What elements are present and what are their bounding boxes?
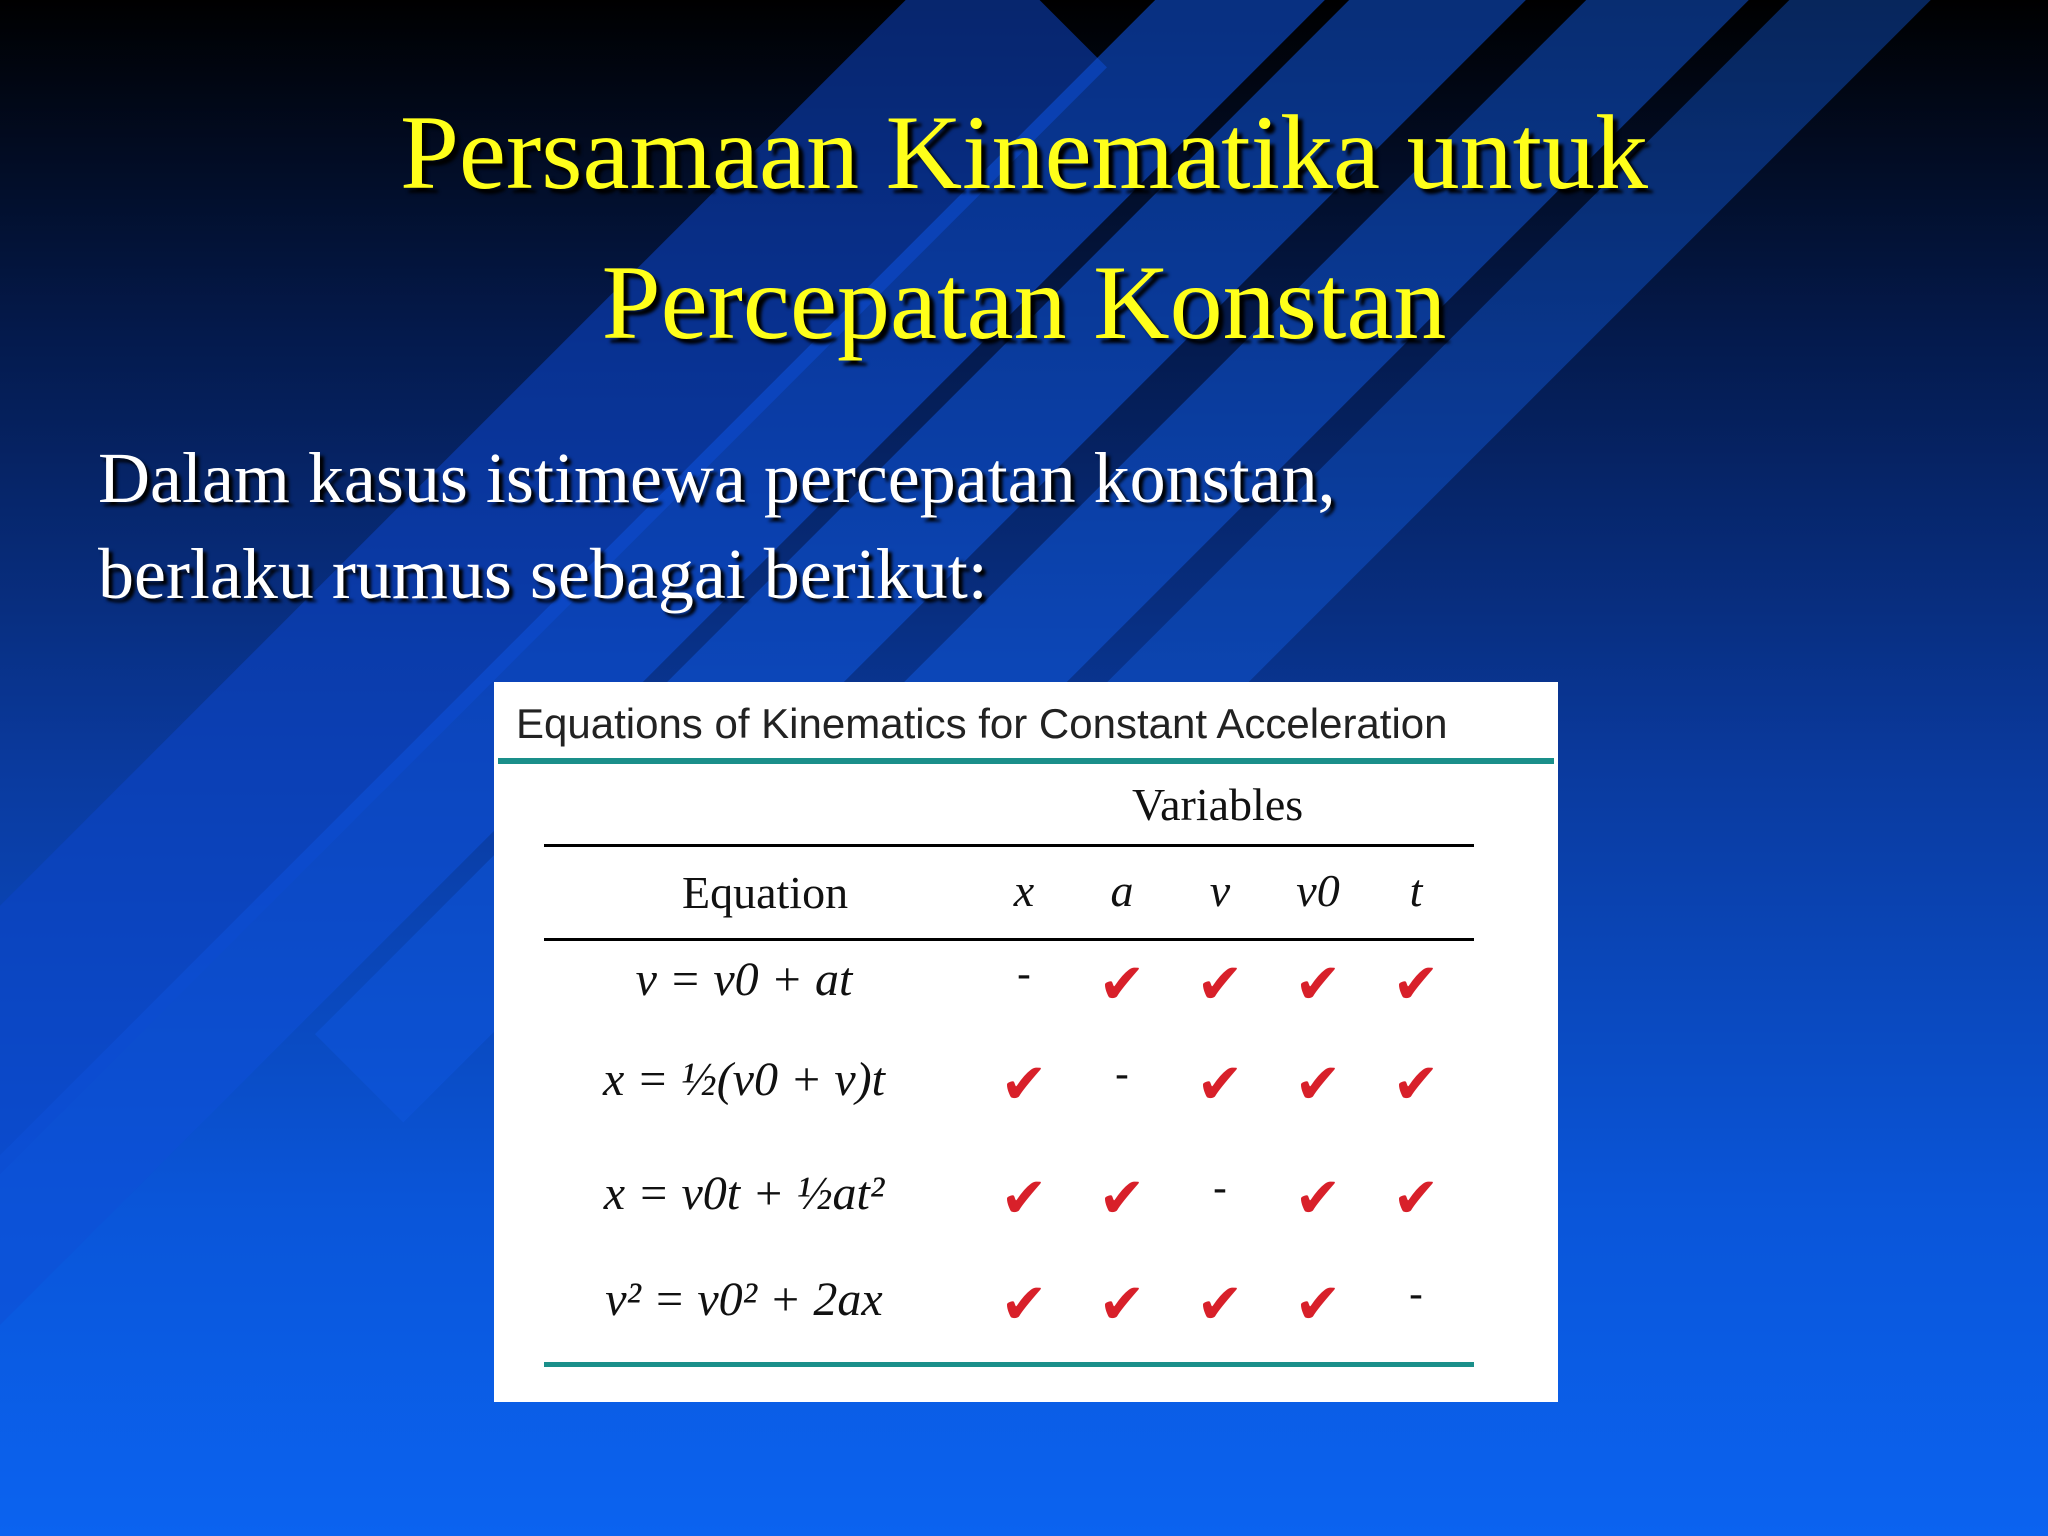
slide-title-line-1: Persamaan Kinematika untuk xyxy=(399,94,1649,211)
variables-header: Variables xyxy=(1132,779,1304,830)
dash-mark: - xyxy=(1408,1272,1424,1318)
checkmark-icon: ✔ xyxy=(1294,1272,1342,1337)
checkmark-icon: ✔ xyxy=(1294,1052,1342,1117)
caption-divider xyxy=(498,758,1554,764)
column-header-a: a xyxy=(1110,865,1134,916)
intro-line-1: Dalam kasus istimewa percepatan konstan, xyxy=(98,438,1336,518)
equation-row-1: v = v0 + at xyxy=(635,953,853,1006)
checkmark-icon: ✔ xyxy=(1098,952,1146,1017)
dash-mark: - xyxy=(1114,1052,1130,1098)
checkmark-icon: ✔ xyxy=(1392,1166,1440,1231)
slide-title-line-2: Percepatan Konstan xyxy=(601,244,1447,361)
column-header-x: x xyxy=(1013,865,1035,916)
equation-row-3: x = v0t + ½at² xyxy=(603,1167,885,1220)
intro-line-2: berlaku rumus sebagai berikut: xyxy=(98,534,988,614)
table-caption: Equations of Kinematics for Constant Acceleration xyxy=(516,700,1448,747)
column-header-v0: v0 xyxy=(1296,865,1340,916)
intro-text xyxy=(98,430,1598,622)
equation-row-4: v² = v0² + 2ax xyxy=(605,1273,883,1326)
slide-title xyxy=(0,78,2048,378)
equation-header: Equation xyxy=(682,867,849,918)
checkmark-icon: ✔ xyxy=(1196,952,1244,1017)
checkmark-icon: ✔ xyxy=(1196,1272,1244,1337)
checkmark-icon: ✔ xyxy=(1392,1052,1440,1117)
checkmark-icon: ✔ xyxy=(1196,1052,1244,1117)
equation-row-2: x = ½(v0 + v)t xyxy=(603,1053,885,1106)
table-bottom-rule xyxy=(544,1362,1474,1367)
header-rule-top xyxy=(544,844,1474,847)
checkmark-icon: ✔ xyxy=(1000,1052,1048,1117)
checkmark-icon: ✔ xyxy=(1098,1166,1146,1231)
dash-mark: - xyxy=(1016,952,1032,998)
column-header-v: v xyxy=(1209,865,1231,916)
checkmark-icon: ✔ xyxy=(1000,1166,1048,1231)
checkmark-icon: ✔ xyxy=(1000,1272,1048,1337)
dash-mark: - xyxy=(1212,1166,1228,1212)
checkmark-icon: ✔ xyxy=(1098,1272,1146,1337)
checkmark-icon: ✔ xyxy=(1294,1166,1342,1231)
column-header-t: t xyxy=(1409,865,1423,916)
header-rule-bottom xyxy=(544,938,1474,941)
checkmark-icon: ✔ xyxy=(1294,952,1342,1017)
checkmark-icon: ✔ xyxy=(1392,952,1440,1017)
kinematics-table-panel xyxy=(494,682,1558,1402)
